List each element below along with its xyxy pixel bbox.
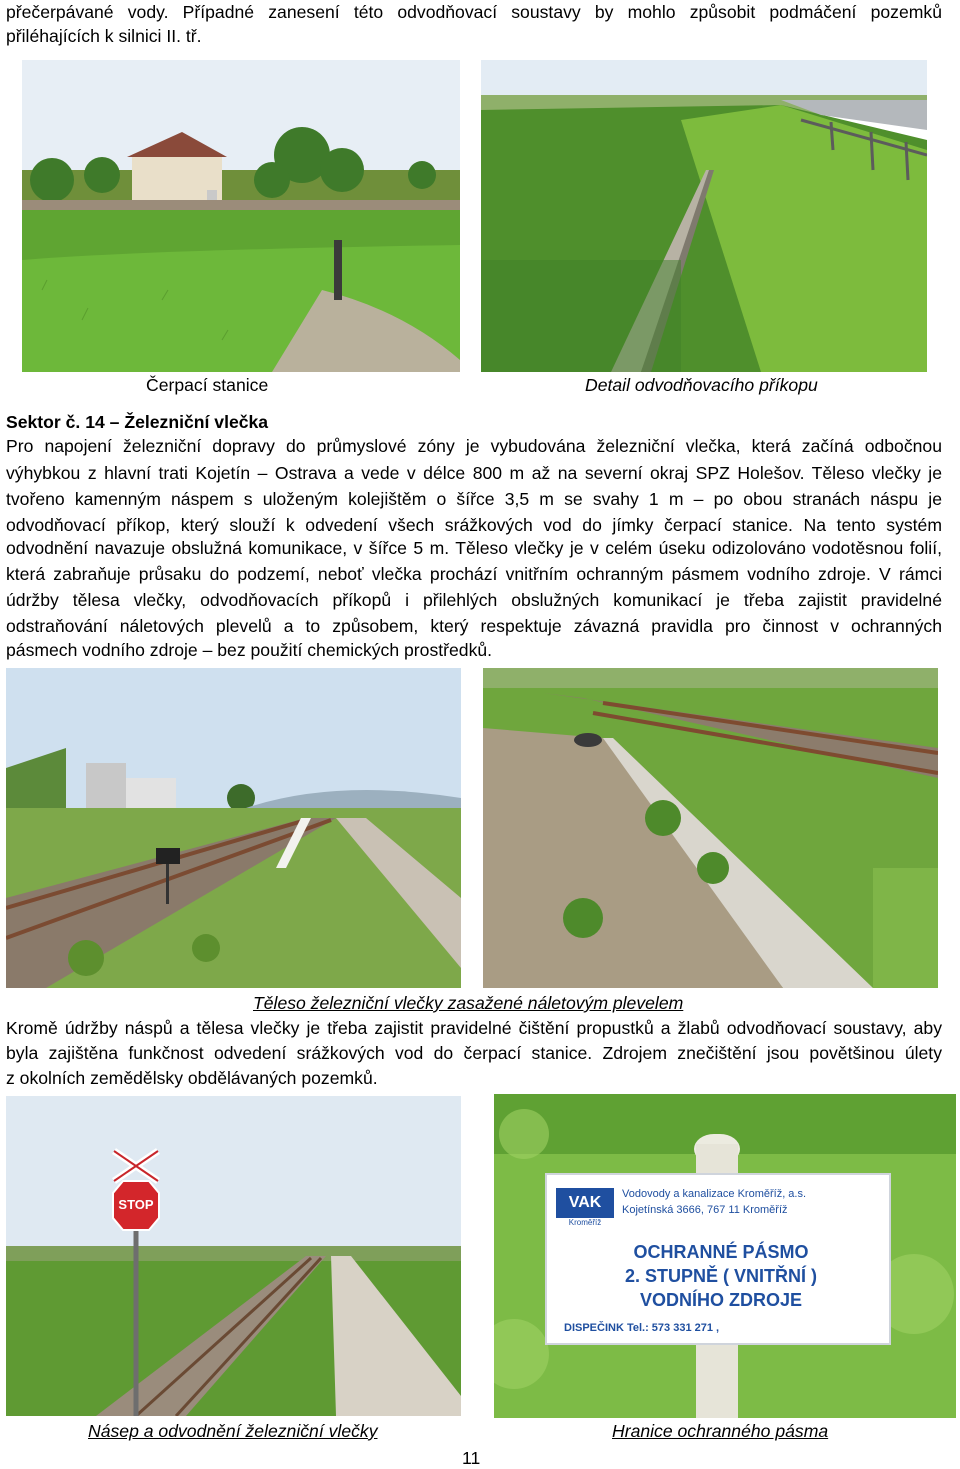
section-heading: Sektor č. 14 – Železniční vlečka <box>6 412 269 432</box>
sign-company-line-1: Vodovody a kanalizace Kroměříž, a.s. <box>622 1188 807 1200</box>
page-number: 11 <box>462 1448 481 1468</box>
photo-embankment <box>6 1096 461 1416</box>
section-line-2: výhybkou z hlavní trati Kojetín – Ostrava a vede v délce 800 m až na severní okraj SPZ Holešov. Těleso vlečky je <box>6 463 942 483</box>
caption-embankment: Násep a odvodnění železniční vlečky <box>88 1421 378 1441</box>
sign-main-line-3: VODNÍHO ZDROJE <box>639 1290 803 1310</box>
sign-main-line-1: OCHRANNÉ PÁSMO <box>633 1242 809 1262</box>
para2-line-3: z okolních zemědělsky obdělávaných pozemků. <box>6 1068 378 1088</box>
intro-line-2: přiléhajících k silnici II. tř. <box>6 26 202 46</box>
intro-line-1: přečerpávané vody. Případné zanesení této odvodňovací soustavy by mohlo způsobit podmáčení pozemků <box>6 2 942 22</box>
photo-culvert-switch <box>483 668 938 988</box>
vak-logo: VAK <box>556 1188 614 1218</box>
section-line-1: Pro napojení železniční dopravy do průmyslové zóny je vybudována železniční vlečka, která začíná odbočnou <box>6 436 942 456</box>
section-line-8: odstraňování náletových plevelů a to způsobem, který respektuje závazná pravidla pro činnost v ochranných <box>6 616 942 636</box>
sign-main-line-2: 2. STUPNĚ ( VNITŘNÍ ) <box>624 1266 817 1286</box>
section-line-9: pásmech vodního zdroje – bez použití chemických prostředků. <box>6 640 493 660</box>
photo-railway-siding <box>6 668 461 988</box>
section-line-6: která zabraňuje průsaku do podzemí, neboť vlečka prochází vnitřním ochranným pásmem vodního zdroje. V rámci <box>6 564 942 584</box>
sign-company-line-2: Kojetínská 3666, 767 11 Kroměříž <box>622 1204 788 1216</box>
photo-drainage-ditch <box>481 60 927 372</box>
section-line-4: odvodňovací příkop, který slouží k odvedení všech srážkových vod do jímky čerpací stanice. Na tento systém <box>6 515 942 535</box>
sign-footer: DISPEČINK Tel.: 573 331 271 , <box>564 1322 720 1334</box>
para2-line-1: Kromě údržby náspů a tělesa vlečky je třeba zajistit pravidelné čištění propustků a žlabů odvodňovací soustavy, aby <box>6 1018 942 1038</box>
para2-line-2: byla zajištěna funkčnost odvedení srážkových vod do čerpací stanice. Zdrojem znečištění jsou povětšinou úlety <box>6 1043 942 1063</box>
caption-drainage-ditch: Detail odvodňovacího příkopu <box>585 375 818 395</box>
caption-pump-station: Čerpací stanice <box>146 375 269 395</box>
section-line-3: tvořeno kamenným náspem s uloženým kolejištěm o šířce 3,5 m se svahy 1 m – po obou stranách náspu je <box>6 489 942 509</box>
caption-protection-zone: Hranice ochranného pásma <box>612 1421 829 1441</box>
vak-logo-sub: Kroměříž <box>568 1218 602 1227</box>
caption-railway-weeds: Těleso železniční vlečky zasažené náletovým plevelem <box>253 993 684 1013</box>
photo-protection-sign <box>494 1094 956 1418</box>
section-line-5: odvodnění navazuje obslužná komunikace, v šířce 5 m. Těleso vlečky je v celém úseku odizolováno vodotěsnou folií, <box>6 538 942 558</box>
section-line-7: údržby tělesa vlečky, odvodňovacích příkopů i přilehlých obslužných komunikací je třeba zajistit pravidelné <box>6 590 942 610</box>
photo-pump-station <box>22 60 460 372</box>
stop-sign-text: STOP <box>118 1197 154 1212</box>
